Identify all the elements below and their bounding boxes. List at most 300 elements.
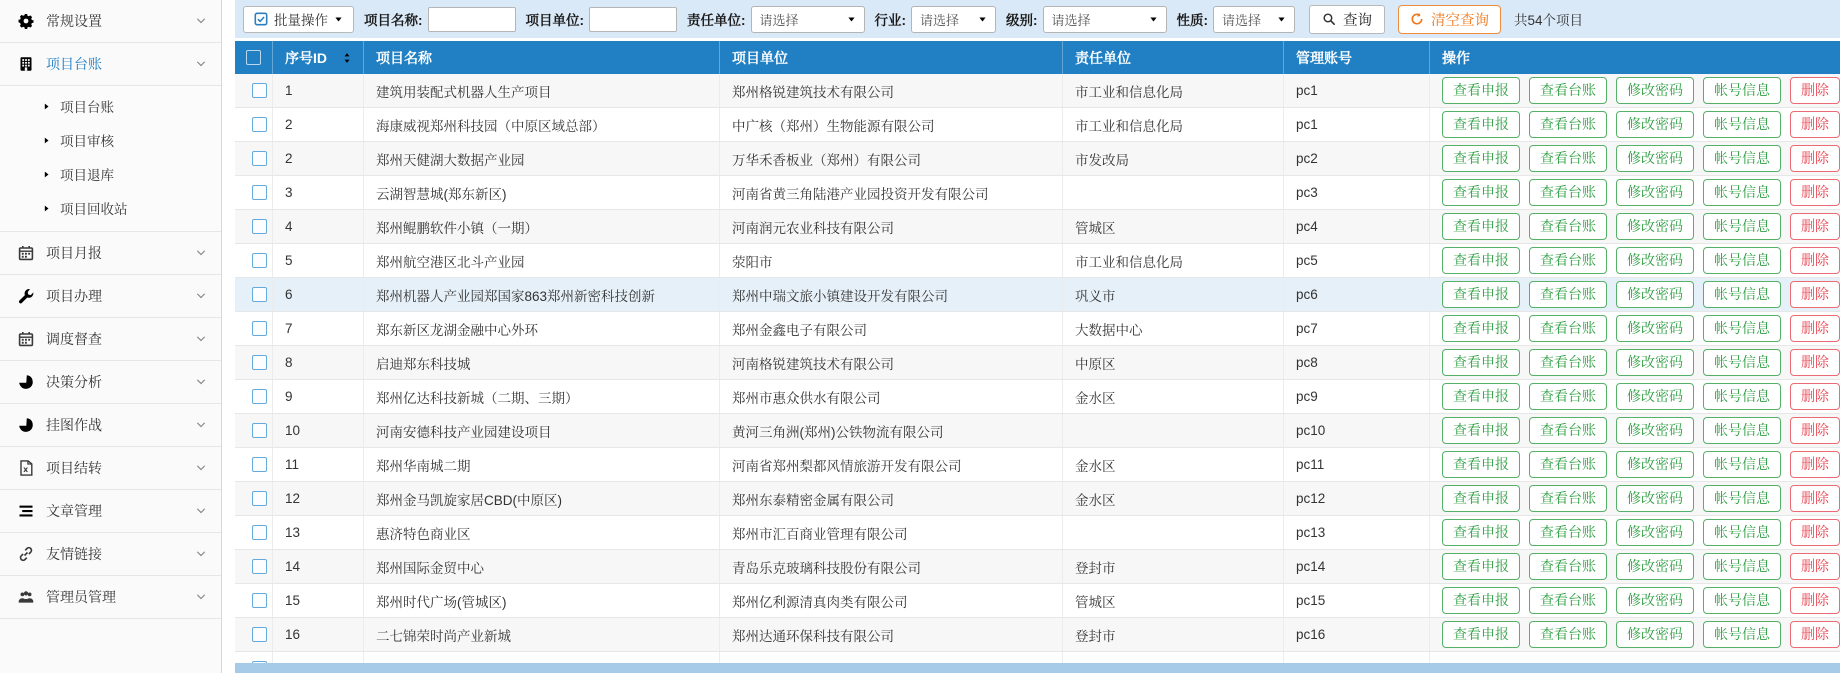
cell-project-name: 郑州金马凯旋家居CBD(中原区) [364, 482, 720, 515]
view-declare-button[interactable]: 查看申报 [1442, 383, 1520, 410]
project-unit-label: 项目单位: [525, 13, 584, 28]
cell-project-unit: 郑州金鑫电子有限公司 [720, 312, 1063, 345]
view-ledger-button[interactable]: 查看台账 [1529, 145, 1607, 172]
cell-actions [1430, 142, 1840, 175]
sidebar-item-14[interactable] [0, 576, 221, 619]
scrollbar-thumb[interactable] [235, 663, 1840, 673]
cell-actions [1430, 108, 1840, 141]
table-row [235, 482, 1840, 516]
cell-id: 12 [273, 482, 364, 515]
row-checkbox[interactable] [252, 457, 267, 472]
cell-project-unit: 郑州市惠众供水有限公司 [720, 380, 1063, 413]
delete-button[interactable]: 删除 [1790, 315, 1840, 342]
account-info-button[interactable]: 帐号信息 [1703, 383, 1781, 410]
table-row [235, 312, 1840, 346]
view-declare-button[interactable]: 查看申报 [1442, 315, 1520, 342]
table-row [235, 244, 1840, 278]
filter-bar [235, 0, 1840, 38]
sidebar-item-13[interactable] [0, 533, 221, 576]
cell-project-unit: 郑州市汇百商业管理有限公司 [720, 516, 1063, 549]
row-checkbox[interactable] [252, 117, 267, 132]
cell-responsible-unit: 管城区 [1063, 210, 1284, 243]
table-row [235, 516, 1840, 550]
cell-project-unit: 郑州格锐建筑技术有限公司 [720, 74, 1063, 107]
sidebar-subitem-2[interactable] [0, 89, 221, 123]
change-password-button[interactable]: 修改密码 [1616, 179, 1694, 206]
view-declare-button[interactable]: 查看申报 [1442, 213, 1520, 240]
delete-button[interactable]: 删除 [1790, 587, 1840, 614]
users-icon [18, 589, 34, 605]
sidebar-item-label: 文章管理 [46, 503, 102, 519]
cell-project-unit: 郑州中瑞文旅小镇建设开发有限公司 [720, 278, 1063, 311]
sidebar-item-label: 项目办理 [46, 288, 102, 304]
cell-project-name: 郑州航空港区北斗产业园 [364, 244, 720, 277]
chevron-down-icon [195, 333, 207, 345]
cell-project-name: 郑州国际金贸中心 [364, 550, 720, 583]
sidebar-item-label: 常规设置 [46, 13, 102, 29]
cell-project-name: 海康威视郑州科技园（中原区域总部） [364, 108, 720, 141]
caret-right-icon [42, 170, 51, 179]
check-square-icon [254, 12, 268, 26]
change-password-button[interactable]: 修改密码 [1616, 417, 1694, 444]
row-checkbox[interactable] [252, 185, 267, 200]
sidebar-subitem-5[interactable] [0, 191, 221, 225]
cell-project-unit: 郑州亿利源清真肉类有限公司 [720, 584, 1063, 617]
cell-actions [1430, 482, 1840, 515]
account-info-button[interactable]: 帐号信息 [1703, 417, 1781, 444]
level-select-value: 请选择 [1051, 12, 1091, 28]
delete-button[interactable]: 删除 [1790, 519, 1840, 546]
change-password-button[interactable]: 修改密码 [1616, 145, 1694, 172]
cell-project-name: 郑州机器人产业园郑国家863郑州新密科技创新 [364, 278, 720, 311]
view-declare-button[interactable]: 查看申报 [1442, 349, 1520, 376]
cell-responsible-unit: 金水区 [1063, 380, 1284, 413]
cell-project-unit: 河南格锐建筑技术有限公司 [720, 346, 1063, 379]
view-ledger-button[interactable]: 查看台账 [1529, 315, 1607, 342]
table-row [235, 414, 1840, 448]
view-ledger-button[interactable]: 查看台账 [1529, 179, 1607, 206]
row-checkbox[interactable] [252, 151, 267, 166]
view-ledger-button[interactable]: 查看台账 [1529, 213, 1607, 240]
cell-responsible-unit: 巩义市 [1063, 278, 1284, 311]
change-password-button[interactable]: 修改密码 [1616, 587, 1694, 614]
cell-id: 11 [273, 448, 364, 481]
cell-id: 2 [273, 108, 364, 141]
cell-account: pc14 [1284, 550, 1430, 583]
view-declare-button[interactable]: 查看申报 [1442, 247, 1520, 274]
sidebar-item-6[interactable] [0, 232, 221, 275]
cell-project-unit: 河南润元农业科技有限公司 [720, 210, 1063, 243]
view-declare-button[interactable]: 查看申报 [1442, 621, 1520, 648]
delete-button[interactable]: 删除 [1790, 553, 1840, 580]
cell-id: 8 [273, 346, 364, 379]
row-checkbox[interactable] [252, 525, 267, 540]
account-info-button[interactable]: 帐号信息 [1703, 77, 1781, 104]
cell-responsible-unit: 管城区 [1063, 584, 1284, 617]
sidebar-subitem-label: 项目审核 [60, 134, 114, 149]
level-select[interactable] [1043, 6, 1167, 33]
account-info-button[interactable]: 帐号信息 [1703, 247, 1781, 274]
sidebar-item-label: 项目月报 [46, 245, 102, 261]
delete-button[interactable]: 删除 [1790, 77, 1840, 104]
view-declare-button[interactable]: 查看申报 [1442, 281, 1520, 308]
search-button[interactable] [1309, 5, 1385, 34]
sidebar-item-12[interactable] [0, 490, 221, 533]
cell-account: pc1 [1284, 108, 1430, 141]
sidebar-item-label: 调度督查 [46, 331, 102, 347]
sidebar-subitem-4[interactable] [0, 157, 221, 191]
row-checkbox[interactable] [252, 627, 267, 642]
clear-search-button[interactable] [1398, 5, 1501, 34]
cell-project-name: 郑州时代广场(管城区) [364, 584, 720, 617]
cell-id: 4 [273, 210, 364, 243]
delete-button[interactable]: 删除 [1790, 281, 1840, 308]
main-content [222, 0, 1840, 673]
account-info-button[interactable]: 帐号信息 [1703, 349, 1781, 376]
cell-account: pc8 [1284, 346, 1430, 379]
cell-responsible-unit: 金水区 [1063, 482, 1284, 515]
caret-down-icon [847, 15, 856, 24]
cell-responsible-unit: 市工业和信息化局 [1063, 108, 1284, 141]
view-declare-button[interactable]: 查看申报 [1442, 417, 1520, 444]
chevron-down-icon [195, 247, 207, 259]
cell-actions [1430, 312, 1840, 345]
delete-button[interactable]: 删除 [1790, 179, 1840, 206]
table-row [235, 108, 1840, 142]
change-password-button[interactable]: 修改密码 [1616, 519, 1694, 546]
cell-account: pc6 [1284, 278, 1430, 311]
responsible-unit-select-value: 请选择 [759, 12, 799, 28]
cell-actions [1430, 380, 1840, 413]
view-declare-button[interactable]: 查看申报 [1442, 145, 1520, 172]
sidebar-item-0[interactable] [0, 0, 221, 43]
cell-id: 5 [273, 244, 364, 277]
chevron-down-icon [195, 58, 207, 70]
view-declare-button[interactable]: 查看申报 [1442, 451, 1520, 478]
change-password-button[interactable]: 修改密码 [1616, 315, 1694, 342]
nature-select[interactable] [1213, 6, 1295, 33]
cell-project-name: 惠济特色商业区 [364, 516, 720, 549]
gear-icon [18, 13, 34, 29]
cell-id: 2 [273, 142, 364, 175]
sidebar-item-11[interactable] [0, 447, 221, 490]
column-header-id: 序号ID [285, 49, 327, 66]
row-checkbox[interactable] [252, 83, 267, 98]
change-password-button[interactable]: 修改密码 [1616, 621, 1694, 648]
cell-actions [1430, 414, 1840, 447]
account-info-button[interactable]: 帐号信息 [1703, 553, 1781, 580]
sidebar-item-label: 管理员管理 [46, 589, 116, 605]
table-row [235, 74, 1840, 108]
cell-actions [1430, 584, 1840, 617]
cell-project-unit: 青岛乐克玻璃科技股份有限公司 [720, 550, 1063, 583]
sidebar [0, 0, 222, 673]
cell-actions [1430, 346, 1840, 379]
change-password-button[interactable]: 修改密码 [1616, 111, 1694, 138]
cell-id: 14 [273, 550, 364, 583]
cell-responsible-unit: 市工业和信息化局 [1063, 244, 1284, 277]
cell-actions [1430, 516, 1840, 549]
view-declare-button[interactable]: 查看申报 [1442, 587, 1520, 614]
cell-responsible-unit: 大数据中心 [1063, 312, 1284, 345]
nature-label: 性质: [1176, 13, 1208, 28]
search-icon [1322, 12, 1336, 26]
caret-right-icon [42, 204, 51, 213]
cell-account: pc10 [1284, 414, 1430, 447]
account-info-button[interactable]: 帐号信息 [1703, 179, 1781, 206]
view-ledger-button[interactable]: 查看台账 [1529, 281, 1607, 308]
cell-project-unit: 河南省郑州梨都风情旅游开发有限公司 [720, 448, 1063, 481]
cell-project-unit: 荥阳市 [720, 244, 1063, 277]
table-row [235, 176, 1840, 210]
projects-table [235, 41, 1840, 673]
delete-button[interactable]: 删除 [1790, 383, 1840, 410]
change-password-button[interactable]: 修改密码 [1616, 383, 1694, 410]
view-declare-button[interactable]: 查看申报 [1442, 77, 1520, 104]
cell-account: pc13 [1284, 516, 1430, 549]
delete-button[interactable]: 删除 [1790, 349, 1840, 376]
cell-actions [1430, 176, 1840, 209]
row-checkbox[interactable] [252, 559, 267, 574]
cell-project-unit: 黄河三角洲(郑州)公铁物流有限公司 [720, 414, 1063, 447]
wrench-icon [18, 288, 34, 304]
row-checkbox[interactable] [252, 423, 267, 438]
row-checkbox[interactable] [252, 593, 267, 608]
cell-project-name: 郑州鲲鹏软件小镇（一期） [364, 210, 720, 243]
cell-id: 3 [273, 176, 364, 209]
table-body [235, 74, 1840, 673]
row-checkbox[interactable] [252, 491, 267, 506]
cell-account: pc2 [1284, 142, 1430, 175]
caret-right-icon [42, 136, 51, 145]
account-info-button[interactable]: 帐号信息 [1703, 451, 1781, 478]
cell-responsible-unit: 金水区 [1063, 448, 1284, 481]
nature-select-value: 请选择 [1222, 12, 1262, 28]
sidebar-item-label: 决策分析 [46, 374, 102, 390]
cell-id: 15 [273, 584, 364, 617]
account-info-button[interactable]: 帐号信息 [1703, 111, 1781, 138]
view-ledger-button[interactable]: 查看台账 [1529, 247, 1607, 274]
view-ledger-button[interactable]: 查看台账 [1529, 485, 1607, 512]
cell-account: pc11 [1284, 448, 1430, 481]
account-info-button[interactable]: 帐号信息 [1703, 213, 1781, 240]
table-row [235, 346, 1840, 380]
row-checkbox[interactable] [252, 287, 267, 302]
row-checkbox[interactable] [252, 219, 267, 234]
view-ledger-button[interactable]: 查看台账 [1529, 417, 1607, 444]
cell-responsible-unit [1063, 414, 1284, 447]
table-row [235, 550, 1840, 584]
change-password-button[interactable]: 修改密码 [1616, 451, 1694, 478]
chevron-down-icon [195, 290, 207, 302]
level-label: 级别: [1006, 13, 1038, 28]
cell-responsible-unit [1063, 176, 1284, 209]
cell-account: pc1 [1284, 74, 1430, 107]
account-info-button[interactable]: 帐号信息 [1703, 621, 1781, 648]
change-password-button[interactable]: 修改密码 [1616, 281, 1694, 308]
delete-button[interactable]: 删除 [1790, 145, 1840, 172]
clear-search-label: 清空查询 [1431, 12, 1489, 29]
cell-project-name: 二七锦荣时尚产业新城 [364, 618, 720, 651]
cell-account: pc16 [1284, 618, 1430, 651]
chevron-down-icon [195, 376, 207, 388]
cell-responsible-unit: 登封市 [1063, 550, 1284, 583]
cell-project-name: 河南安德科技产业园建设项目 [364, 414, 720, 447]
view-ledger-button[interactable]: 查看台账 [1529, 349, 1607, 376]
account-info-button[interactable]: 帐号信息 [1703, 281, 1781, 308]
chevron-down-icon [195, 15, 207, 27]
view-ledger-button[interactable]: 查看台账 [1529, 77, 1607, 104]
cell-responsible-unit: 登封市 [1063, 618, 1284, 651]
cell-account: pc9 [1284, 380, 1430, 413]
column-header-account: 管理账号 [1284, 41, 1430, 74]
cell-responsible-unit [1063, 516, 1284, 549]
change-password-button[interactable]: 修改密码 [1616, 247, 1694, 274]
account-info-button[interactable]: 帐号信息 [1703, 315, 1781, 342]
view-declare-button[interactable]: 查看申报 [1442, 485, 1520, 512]
account-info-button[interactable]: 帐号信息 [1703, 485, 1781, 512]
account-info-button[interactable]: 帐号信息 [1703, 145, 1781, 172]
cell-project-unit: 万华禾香板业（郑州）有限公司 [720, 142, 1063, 175]
sort-icon[interactable] [341, 52, 353, 64]
calendar-icon [18, 331, 34, 347]
delete-button[interactable]: 删除 [1790, 485, 1840, 512]
sidebar-item-7[interactable] [0, 275, 221, 318]
table-row [235, 584, 1840, 618]
view-ledger-button[interactable]: 查看台账 [1529, 111, 1607, 138]
change-password-button[interactable]: 修改密码 [1616, 213, 1694, 240]
cell-responsible-unit: 市发改局 [1063, 142, 1284, 175]
caret-down-icon [1149, 15, 1158, 24]
responsible-unit-select[interactable] [751, 6, 865, 33]
cell-id: 9 [273, 380, 364, 413]
cell-id: 7 [273, 312, 364, 345]
view-declare-button[interactable]: 查看申报 [1442, 553, 1520, 580]
total-projects-count: 共54个项目 [1514, 13, 1584, 28]
chevron-down-icon [195, 548, 207, 560]
view-ledger-button[interactable]: 查看台账 [1529, 621, 1607, 648]
caret-down-icon [1277, 15, 1286, 24]
industry-select-value: 请选择 [920, 12, 960, 28]
change-password-button[interactable]: 修改密码 [1616, 77, 1694, 104]
view-declare-button[interactable]: 查看申报 [1442, 179, 1520, 206]
chevron-down-icon [195, 591, 207, 603]
project-name-label: 项目名称: [364, 13, 423, 28]
delete-button[interactable]: 删除 [1790, 417, 1840, 444]
horizontal-scrollbar[interactable] [235, 663, 1840, 673]
sidebar-item-9[interactable] [0, 361, 221, 404]
change-password-button[interactable]: 修改密码 [1616, 553, 1694, 580]
caret-down-icon [334, 15, 343, 24]
view-declare-button[interactable]: 查看申报 [1442, 111, 1520, 138]
cell-actions [1430, 278, 1840, 311]
cell-account: pc3 [1284, 176, 1430, 209]
cell-responsible-unit: 市工业和信息化局 [1063, 74, 1284, 107]
view-ledger-button[interactable]: 查看台账 [1529, 553, 1607, 580]
table-row [235, 380, 1840, 414]
sidebar-item-10[interactable] [0, 404, 221, 447]
view-ledger-button[interactable]: 查看台账 [1529, 587, 1607, 614]
link-icon [18, 546, 34, 562]
cell-id: 10 [273, 414, 364, 447]
select-all-checkbox[interactable] [246, 50, 261, 65]
delete-button[interactable]: 删除 [1790, 111, 1840, 138]
sidebar-item-8[interactable] [0, 318, 221, 361]
row-checkbox[interactable] [252, 389, 267, 404]
caret-down-icon [978, 15, 987, 24]
project-name-input[interactable] [428, 7, 516, 32]
table-row [235, 448, 1840, 482]
pie-icon [18, 374, 34, 390]
account-info-button[interactable]: 帐号信息 [1703, 587, 1781, 614]
row-checkbox[interactable] [252, 253, 267, 268]
cell-actions [1430, 550, 1840, 583]
cell-account: pc4 [1284, 210, 1430, 243]
cell-project-unit: 郑州达通环保科技有限公司 [720, 618, 1063, 651]
project-unit-input[interactable] [589, 7, 677, 32]
delete-button[interactable]: 删除 [1790, 451, 1840, 478]
delete-button[interactable]: 删除 [1790, 621, 1840, 648]
sidebar-item-1[interactable] [0, 43, 221, 86]
view-ledger-button[interactable]: 查看台账 [1529, 519, 1607, 546]
cell-actions [1430, 244, 1840, 277]
cell-responsible-unit: 中原区 [1063, 346, 1284, 379]
sidebar-item-label: 挂图作战 [46, 417, 102, 433]
sidebar-subitem-3[interactable] [0, 123, 221, 157]
cell-project-unit: 河南省黄三角陆港产业园投资开发有限公司 [720, 176, 1063, 209]
delete-button[interactable]: 删除 [1790, 247, 1840, 274]
delete-button[interactable]: 删除 [1790, 213, 1840, 240]
cell-project-name: 云湖智慧城(郑东新区) [364, 176, 720, 209]
cell-project-name: 郑州天健湖大数据产业园 [364, 142, 720, 175]
cell-account: pc5 [1284, 244, 1430, 277]
cell-id: 6 [273, 278, 364, 311]
table-row [235, 618, 1840, 652]
table-header [235, 41, 1840, 74]
change-password-button[interactable]: 修改密码 [1616, 485, 1694, 512]
view-ledger-button[interactable]: 查看台账 [1529, 383, 1607, 410]
batch-actions-button[interactable] [243, 6, 354, 33]
table-row [235, 210, 1840, 244]
change-password-button[interactable]: 修改密码 [1616, 349, 1694, 376]
row-checkbox[interactable] [252, 321, 267, 336]
cell-account: pc7 [1284, 312, 1430, 345]
industry-select[interactable] [911, 6, 996, 33]
sidebar-item-label: 项目台账 [46, 56, 102, 72]
row-checkbox[interactable] [252, 355, 267, 370]
column-header-actions: 操作 [1442, 49, 1470, 66]
view-declare-button[interactable]: 查看申报 [1442, 519, 1520, 546]
industry-label: 行业: [874, 13, 906, 28]
ledger-icon [18, 56, 34, 72]
refresh-icon [1410, 12, 1424, 26]
column-header-name: 项目名称 [364, 41, 720, 74]
cell-id: 13 [273, 516, 364, 549]
cell-account: pc15 [1284, 584, 1430, 617]
cell-id: 16 [273, 618, 364, 651]
calendar-icon [18, 245, 34, 261]
view-ledger-button[interactable]: 查看台账 [1529, 451, 1607, 478]
account-info-button[interactable]: 帐号信息 [1703, 519, 1781, 546]
cell-actions [1430, 74, 1840, 107]
cell-project-name: 启迪郑东科技城 [364, 346, 720, 379]
cell-project-name: 郑州华南城二期 [364, 448, 720, 481]
cell-actions [1430, 210, 1840, 243]
sidebar-item-label: 项目结转 [46, 460, 102, 476]
chevron-down-icon [195, 462, 207, 474]
cell-actions [1430, 618, 1840, 651]
chevron-down-icon [195, 505, 207, 517]
